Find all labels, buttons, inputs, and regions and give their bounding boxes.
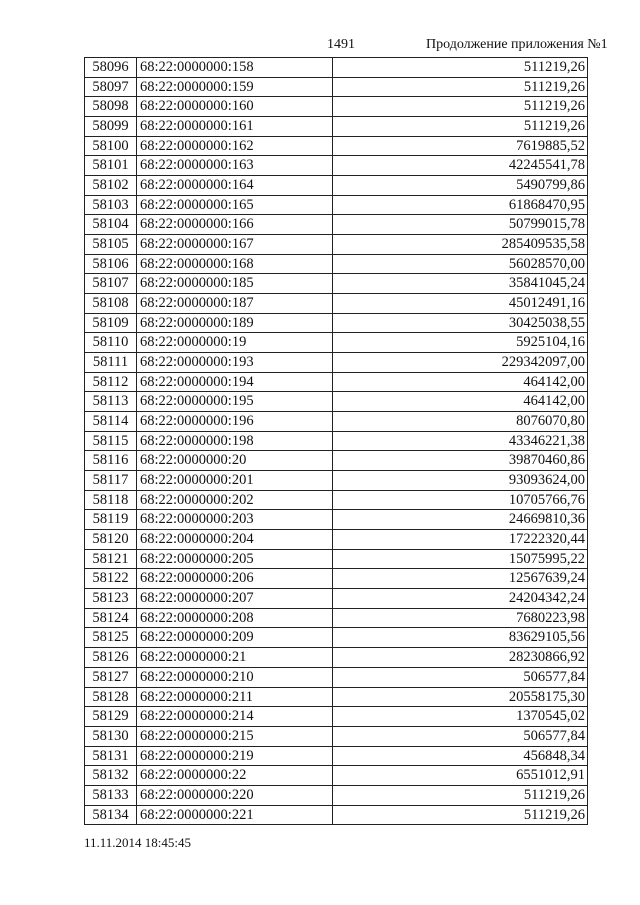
row-number-cell: 58114 — [85, 412, 137, 431]
table-row — [85, 688, 588, 708]
table-row — [85, 58, 588, 78]
cadastral-number-cell: 68:22:0000000:164 — [137, 176, 333, 195]
value-cell: 8076070,80 — [333, 412, 588, 431]
row-number-cell: 58129 — [85, 707, 137, 726]
value-cell: 17222320,44 — [333, 530, 588, 549]
cadastral-number-cell: 68:22:0000000:198 — [137, 432, 333, 451]
row-number-cell: 58130 — [85, 727, 137, 746]
value-cell: 42245541,78 — [333, 156, 588, 175]
cadastral-number-cell: 68:22:0000000:162 — [137, 137, 333, 156]
row-number-cell: 58120 — [85, 530, 137, 549]
cadastral-number-cell: 68:22:0000000:187 — [137, 294, 333, 313]
cadastral-number-cell: 68:22:0000000:194 — [137, 373, 333, 392]
cadastral-number-cell: 68:22:0000000:220 — [137, 786, 333, 805]
table-row — [85, 806, 588, 826]
row-number-cell: 58097 — [85, 78, 137, 97]
value-cell: 464142,00 — [333, 373, 588, 392]
table-row — [85, 432, 588, 452]
cadastral-number-cell: 68:22:0000000:161 — [137, 117, 333, 136]
value-cell: 506577,84 — [333, 727, 588, 746]
row-number-cell: 58134 — [85, 806, 137, 825]
row-number-cell: 58131 — [85, 747, 137, 766]
table-row — [85, 117, 588, 137]
table-row — [85, 235, 588, 255]
row-number-cell: 58128 — [85, 688, 137, 707]
row-number-cell: 58113 — [85, 392, 137, 411]
row-number-cell: 58127 — [85, 668, 137, 687]
value-cell: 56028570,00 — [333, 255, 588, 274]
table-row — [85, 294, 588, 314]
value-cell: 6551012,91 — [333, 766, 588, 785]
table-row — [85, 569, 588, 589]
value-cell: 7619885,52 — [333, 137, 588, 156]
value-cell: 285409535,58 — [333, 235, 588, 254]
value-cell: 35841045,24 — [333, 274, 588, 293]
value-cell: 30425038,55 — [333, 314, 588, 333]
row-number-cell: 58121 — [85, 550, 137, 569]
table-row — [85, 589, 588, 609]
value-cell: 511219,26 — [333, 58, 588, 77]
table-row — [85, 78, 588, 98]
value-cell: 24669810,36 — [333, 510, 588, 529]
value-cell: 7680223,98 — [333, 609, 588, 628]
table-row — [85, 97, 588, 117]
cadastral-number-cell: 68:22:0000000:189 — [137, 314, 333, 333]
value-cell: 45012491,16 — [333, 294, 588, 313]
table-row — [85, 609, 588, 629]
table-row — [85, 353, 588, 373]
cadastral-number-cell: 68:22:0000000:202 — [137, 491, 333, 510]
value-cell: 511219,26 — [333, 97, 588, 116]
row-number-cell: 58124 — [85, 609, 137, 628]
row-number-cell: 58102 — [85, 176, 137, 195]
cadastral-number-cell: 68:22:0000000:193 — [137, 353, 333, 372]
footer-timestamp: 11.11.2014 18:45:45 — [84, 835, 192, 850]
table-row — [85, 137, 588, 157]
table-row — [85, 491, 588, 511]
row-number-cell: 58116 — [85, 451, 137, 470]
row-number-cell: 58112 — [85, 373, 137, 392]
value-cell: 43346221,38 — [333, 432, 588, 451]
table-row — [85, 392, 588, 412]
cadastral-number-cell: 68:22:0000000:165 — [137, 196, 333, 215]
row-number-cell: 58107 — [85, 274, 137, 293]
continuation-title: Продолжение приложения №1 — [426, 37, 608, 52]
table-row — [85, 766, 588, 786]
row-number-cell: 58101 — [85, 156, 137, 175]
cadastral-number-cell: 68:22:0000000:185 — [137, 274, 333, 293]
value-cell: 20558175,30 — [333, 688, 588, 707]
cadastral-number-cell: 68:22:0000000:201 — [137, 471, 333, 490]
table-row — [85, 412, 588, 432]
value-cell: 15075995,22 — [333, 550, 588, 569]
table-row — [85, 786, 588, 806]
value-cell: 511219,26 — [333, 117, 588, 136]
table-row — [85, 747, 588, 767]
table-row — [85, 628, 588, 648]
cadastral-number-cell: 68:22:0000000:214 — [137, 707, 333, 726]
value-cell: 511219,26 — [333, 78, 588, 97]
value-cell: 93093624,00 — [333, 471, 588, 490]
table-row — [85, 727, 588, 747]
cadastral-number-cell: 68:22:0000000:163 — [137, 156, 333, 175]
table-row — [85, 255, 588, 275]
table-row — [85, 274, 588, 294]
cadastral-number-cell: 68:22:0000000:208 — [137, 609, 333, 628]
value-cell: 39870460,86 — [333, 451, 588, 470]
cadastral-number-cell: 68:22:0000000:21 — [137, 648, 333, 667]
row-number-cell: 58122 — [85, 569, 137, 588]
row-number-cell: 58125 — [85, 628, 137, 647]
data-table — [84, 57, 588, 825]
cadastral-number-cell: 68:22:0000000:19 — [137, 333, 333, 352]
row-number-cell: 58123 — [85, 589, 137, 608]
value-cell: 28230866,92 — [333, 648, 588, 667]
cadastral-number-cell: 68:22:0000000:22 — [137, 766, 333, 785]
row-number-cell: 58133 — [85, 786, 137, 805]
cadastral-number-cell: 68:22:0000000:167 — [137, 235, 333, 254]
table-row — [85, 196, 588, 216]
cadastral-number-cell: 68:22:0000000:215 — [137, 727, 333, 746]
cadastral-number-cell: 68:22:0000000:159 — [137, 78, 333, 97]
cadastral-number-cell: 68:22:0000000:158 — [137, 58, 333, 77]
value-cell: 10705766,76 — [333, 491, 588, 510]
value-cell: 61868470,95 — [333, 196, 588, 215]
value-cell: 50799015,78 — [333, 215, 588, 234]
cadastral-number-cell: 68:22:0000000:210 — [137, 668, 333, 687]
table-row — [85, 333, 588, 353]
value-cell: 5490799,86 — [333, 176, 588, 195]
cadastral-number-cell: 68:22:0000000:206 — [137, 569, 333, 588]
cadastral-number-cell: 68:22:0000000:203 — [137, 510, 333, 529]
table-row — [85, 510, 588, 530]
cadastral-number-cell: 68:22:0000000:160 — [137, 97, 333, 116]
value-cell: 1370545,02 — [333, 707, 588, 726]
row-number-cell: 58106 — [85, 255, 137, 274]
row-number-cell: 58126 — [85, 648, 137, 667]
value-cell: 229342097,00 — [333, 353, 588, 372]
row-number-cell: 58115 — [85, 432, 137, 451]
cadastral-number-cell: 68:22:0000000:211 — [137, 688, 333, 707]
value-cell: 456848,34 — [333, 747, 588, 766]
value-cell: 5925104,16 — [333, 333, 588, 352]
value-cell: 83629105,56 — [333, 628, 588, 647]
row-number-cell: 58109 — [85, 314, 137, 333]
cadastral-number-cell: 68:22:0000000:196 — [137, 412, 333, 431]
table-row — [85, 668, 588, 688]
row-number-cell: 58119 — [85, 510, 137, 529]
cadastral-number-cell: 68:22:0000000:168 — [137, 255, 333, 274]
row-number-cell: 58117 — [85, 471, 137, 490]
table-row — [85, 550, 588, 570]
value-cell: 12567639,24 — [333, 569, 588, 588]
table-row — [85, 648, 588, 668]
table-row — [85, 707, 588, 727]
cadastral-number-cell: 68:22:0000000:207 — [137, 589, 333, 608]
row-number-cell: 58111 — [85, 353, 137, 372]
row-number-cell: 58099 — [85, 117, 137, 136]
value-cell: 464142,00 — [333, 392, 588, 411]
table-row — [85, 176, 588, 196]
table-row — [85, 156, 588, 176]
row-number-cell: 58103 — [85, 196, 137, 215]
row-number-cell: 58096 — [85, 58, 137, 77]
row-number-cell: 58118 — [85, 491, 137, 510]
table-row — [85, 471, 588, 491]
table-row — [85, 215, 588, 235]
row-number-cell: 58100 — [85, 137, 137, 156]
table-row — [85, 530, 588, 550]
cadastral-number-cell: 68:22:0000000:20 — [137, 451, 333, 470]
cadastral-number-cell: 68:22:0000000:166 — [137, 215, 333, 234]
row-number-cell: 58132 — [85, 766, 137, 785]
cadastral-number-cell: 68:22:0000000:195 — [137, 392, 333, 411]
value-cell: 511219,26 — [333, 806, 588, 825]
cadastral-number-cell: 68:22:0000000:219 — [137, 747, 333, 766]
row-number-cell: 58098 — [85, 97, 137, 116]
cadastral-number-cell: 68:22:0000000:209 — [137, 628, 333, 647]
page-number: 1491 — [327, 37, 355, 52]
table-row — [85, 451, 588, 471]
cadastral-number-cell: 68:22:0000000:221 — [137, 806, 333, 825]
value-cell: 24204342,24 — [333, 589, 588, 608]
value-cell: 506577,84 — [333, 668, 588, 687]
row-number-cell: 58108 — [85, 294, 137, 313]
cadastral-number-cell: 68:22:0000000:204 — [137, 530, 333, 549]
row-number-cell: 58105 — [85, 235, 137, 254]
row-number-cell: 58110 — [85, 333, 137, 352]
row-number-cell: 58104 — [85, 215, 137, 234]
cadastral-number-cell: 68:22:0000000:205 — [137, 550, 333, 569]
value-cell: 511219,26 — [333, 786, 588, 805]
table-row — [85, 314, 588, 334]
table-row — [85, 373, 588, 393]
